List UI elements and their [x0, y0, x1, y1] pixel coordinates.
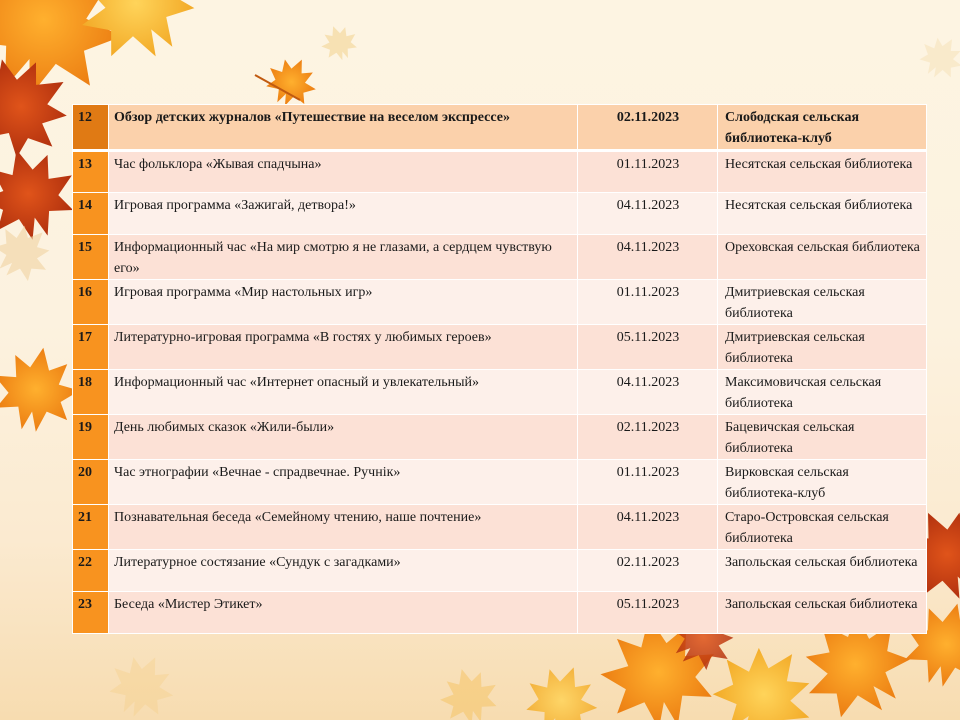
event-place: Старо-Островская сельская библиотека: [718, 505, 927, 550]
event-place: Запольская сельская библиотека: [718, 550, 927, 592]
event-date: 05.11.2023: [578, 592, 718, 634]
event-title: Игровая программа «Зажигай, детвора!»: [109, 193, 578, 235]
table-row: [73, 592, 927, 634]
table-row: [73, 193, 927, 235]
table-row: [73, 151, 927, 193]
maple-leaf-icon: [516, 655, 608, 720]
event-date: 01.11.2023: [578, 280, 718, 325]
event-title: Информационный час «На мир смотрю я не глазами, а сердцем чувствую его»: [109, 235, 578, 280]
event-title: Игровая программа «Мир настольных игр»: [109, 280, 578, 325]
maple-leaf-icon: [99, 644, 184, 720]
event-place: Максимовичская сельская библиотека: [718, 370, 927, 415]
row-number: 12: [73, 105, 109, 151]
row-number: 23: [73, 592, 109, 634]
event-place: Бацевичская сельская библиотека: [718, 415, 927, 460]
event-place: Несятская сельская библиотека: [718, 151, 927, 193]
table-row: [73, 550, 927, 592]
row-number: 20: [73, 460, 109, 505]
event-date: 04.11.2023: [578, 193, 718, 235]
table-row: [73, 280, 927, 325]
table-row: [73, 415, 927, 460]
table-row: [73, 235, 927, 280]
event-title: Литературно-игровая программа «В гостях у любимых героев»: [109, 325, 578, 370]
maple-leaf-icon: [912, 28, 960, 86]
event-place: Запольская сельская библиотека: [718, 592, 927, 634]
table-row: [73, 105, 927, 151]
event-title: Час фольклора «Жывая спадчына»: [109, 151, 578, 193]
row-number: 15: [73, 235, 109, 280]
event-place: Слободская сельская библиотека-клуб: [718, 105, 927, 151]
event-date: 02.11.2023: [578, 415, 718, 460]
table-row: [73, 370, 927, 415]
event-title: Беседа «Мистер Этикет»: [109, 592, 578, 634]
event-date: 01.11.2023: [578, 151, 718, 193]
event-date: 05.11.2023: [578, 325, 718, 370]
event-place: Дмитриевская сельская библиотека: [718, 325, 927, 370]
maple-leaf-icon: [434, 662, 504, 720]
event-title: Информационный час «Интернет опасный и увлекательный»: [109, 370, 578, 415]
event-place: Ореховская сельская библиотека: [718, 235, 927, 280]
maple-leaf-icon: [316, 20, 362, 65]
table-row: [73, 505, 927, 550]
event-date: 04.11.2023: [578, 235, 718, 280]
row-number: 14: [73, 193, 109, 235]
event-title: Час этнографии «Вечнае - спрадвечнае. Ручнік»: [109, 460, 578, 505]
event-date: 04.11.2023: [578, 505, 718, 550]
event-place: Вирковская сельская библиотека-клуб: [718, 460, 927, 505]
event-title: День любимых сказок «Жили-были»: [109, 415, 578, 460]
event-date: 02.11.2023: [578, 550, 718, 592]
event-date: 02.11.2023: [578, 105, 718, 151]
event-title: Обзор детских журналов «Путешествие на веселом экспрессе»: [109, 105, 578, 151]
events-table: [72, 104, 927, 634]
event-date: 04.11.2023: [578, 370, 718, 415]
event-date: 01.11.2023: [578, 460, 718, 505]
row-number: 22: [73, 550, 109, 592]
table-row: [73, 325, 927, 370]
table-row: [73, 460, 927, 505]
event-title: Литературное состязание «Сундук с загадками»: [109, 550, 578, 592]
row-number: 16: [73, 280, 109, 325]
event-title: Познавательная беседа «Семейному чтению, наше почтение»: [109, 505, 578, 550]
row-number: 19: [73, 415, 109, 460]
row-number: 17: [73, 325, 109, 370]
event-place: Дмитриевская сельская библиотека: [718, 280, 927, 325]
row-number: 18: [73, 370, 109, 415]
row-number: 21: [73, 505, 109, 550]
event-place: Несятская сельская библиотека: [718, 193, 927, 235]
row-number: 13: [73, 151, 109, 193]
